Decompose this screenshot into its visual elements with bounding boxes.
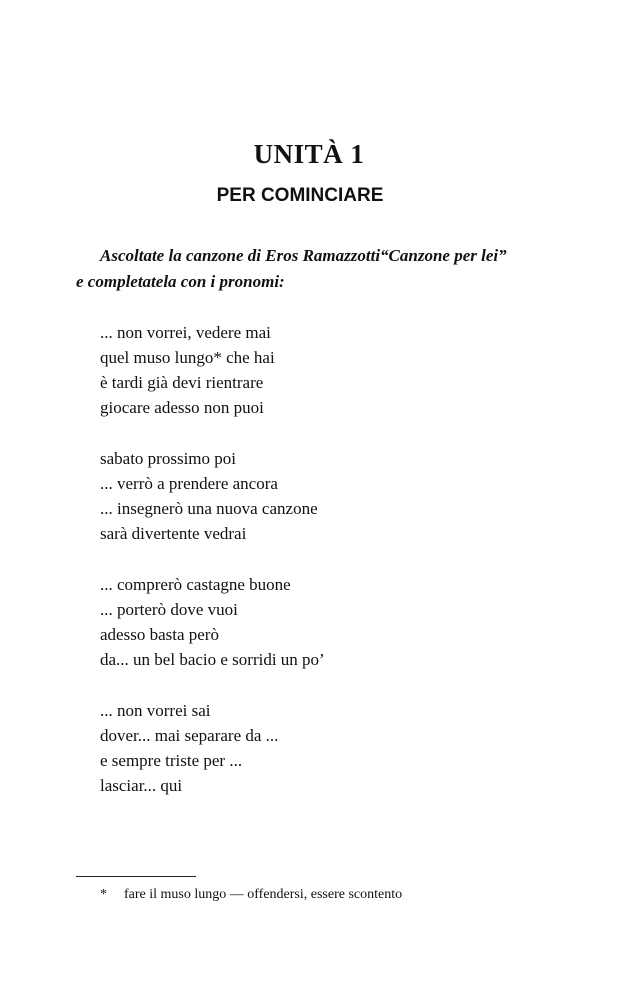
verse-line: quel muso lungo* che hai: [100, 348, 275, 367]
verse-line: adesso basta però: [100, 625, 219, 644]
verse-line: ... non vorrei, vedere mai: [100, 323, 271, 342]
stanza: [100, 698, 540, 798]
footnote-mark: *: [100, 887, 107, 902]
verse-line: sarà divertente vedrai: [100, 524, 247, 543]
instructions-line: e completatela con i pronomi:: [76, 272, 285, 291]
unit-title: UNITÀ 1: [253, 139, 365, 169]
verse-line: ... porterò dove vuoi: [100, 600, 238, 619]
stanza: [100, 572, 540, 672]
verse-line: è tardi già devi rientrare: [100, 373, 264, 392]
instructions-line: Ascoltate la canzone di Eros Ramazzotti“Canzone per lei”: [100, 246, 507, 265]
footnote-text: fare il muso lungo — offendersi, essere scontento: [124, 887, 403, 902]
verse-line: ... non vorrei sai: [100, 701, 211, 720]
verse-line: lasciar... qui: [100, 776, 183, 795]
verse-line: dover... mai separare da ...: [100, 726, 279, 745]
unit-subtitle: PER COMINCIARE: [216, 185, 384, 206]
song-lyrics: [100, 320, 540, 824]
stanza: [100, 320, 540, 420]
verse-line: ... comprerò castagne buone: [100, 575, 291, 594]
verse-line: giocare adesso non puoi: [100, 398, 264, 417]
verse-line: da... un bel bacio e sorridi un po’: [100, 650, 325, 669]
verse-line: ... verrò a prendere ancora: [100, 474, 278, 493]
stanza: [100, 446, 540, 546]
verse-line: sabato prossimo poi: [100, 449, 236, 468]
exercise-instructions: [76, 243, 556, 295]
verse-line: ... insegnerò una nuova canzone: [100, 499, 318, 518]
footnote-divider: [76, 876, 196, 877]
verse-line: e sempre triste per ...: [100, 751, 243, 770]
footnote: [100, 885, 402, 905]
